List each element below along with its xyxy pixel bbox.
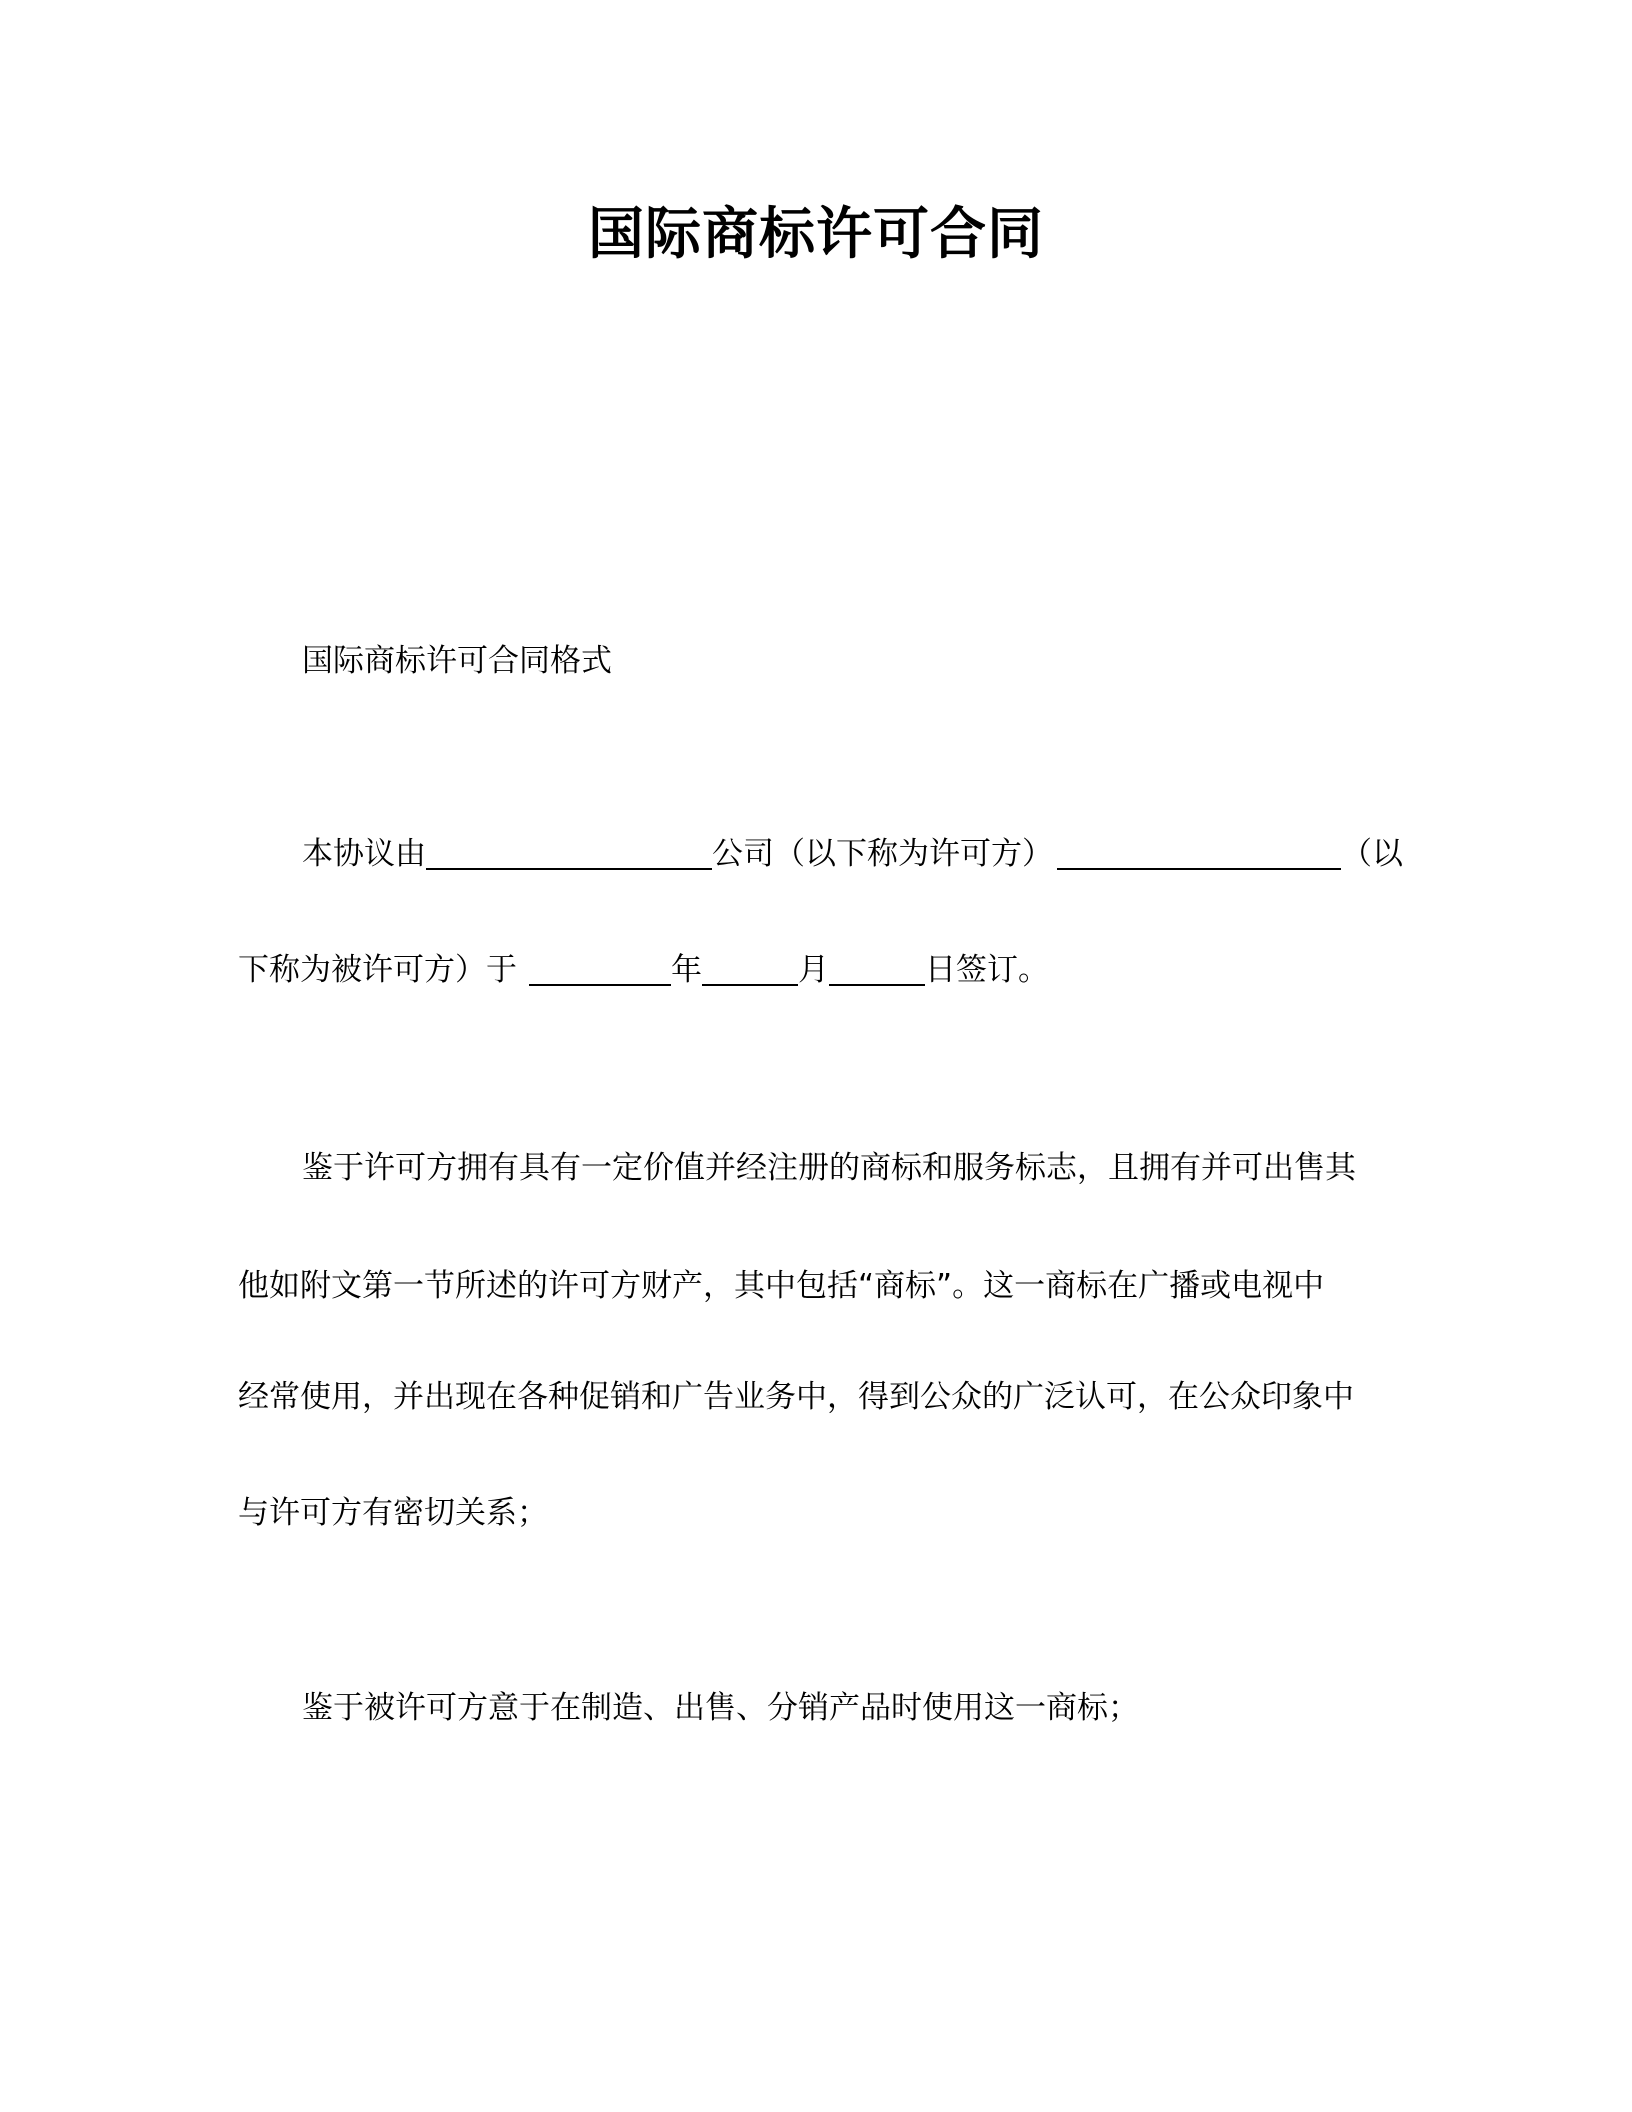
agreement-text-2: 公司（以下称为许可方） — [712, 836, 1053, 872]
agreement-line-1 — [302, 834, 1403, 874]
day-blank[interactable] — [829, 952, 925, 986]
document-subtitle: 国际商标许可合同格式 — [302, 643, 612, 679]
day-signed-label: 日签订。 — [925, 952, 1049, 988]
whereas-1-line-3: 经常使用，并出现在各种促销和广告业务中，得到公众的广泛认可，在公众印象中 — [238, 1379, 1354, 1415]
whereas-1-line-1: 鉴于许可方拥有具有一定价值并经注册的商标和服务标志，且拥有并可出售其 — [302, 1150, 1356, 1186]
year-label: 年 — [671, 952, 702, 988]
document-title: 国际商标许可合同 — [588, 202, 1044, 267]
whereas-1-line-2: 他如附文第一节所述的许可方财产，其中包括“商标”。这一商标在广播或电视中 — [238, 1268, 1325, 1304]
agreement-line-2 — [238, 950, 1049, 990]
year-blank[interactable] — [529, 952, 671, 986]
whereas-1-line-4: 与许可方有密切关系； — [238, 1495, 548, 1531]
month-blank[interactable] — [702, 952, 798, 986]
licensee-name-blank[interactable] — [1057, 836, 1341, 870]
whereas-2-line-1: 鉴于被许可方意于在制造、出售、分销产品时使用这一商标； — [302, 1690, 1139, 1726]
agreement-text-3: （以 — [1341, 836, 1403, 872]
agreement-text-1: 本协议由 — [302, 836, 426, 872]
agreement-text-4: 下称为被许可方）于 — [238, 952, 517, 988]
month-label: 月 — [798, 952, 829, 988]
licensor-name-blank[interactable] — [426, 836, 712, 870]
